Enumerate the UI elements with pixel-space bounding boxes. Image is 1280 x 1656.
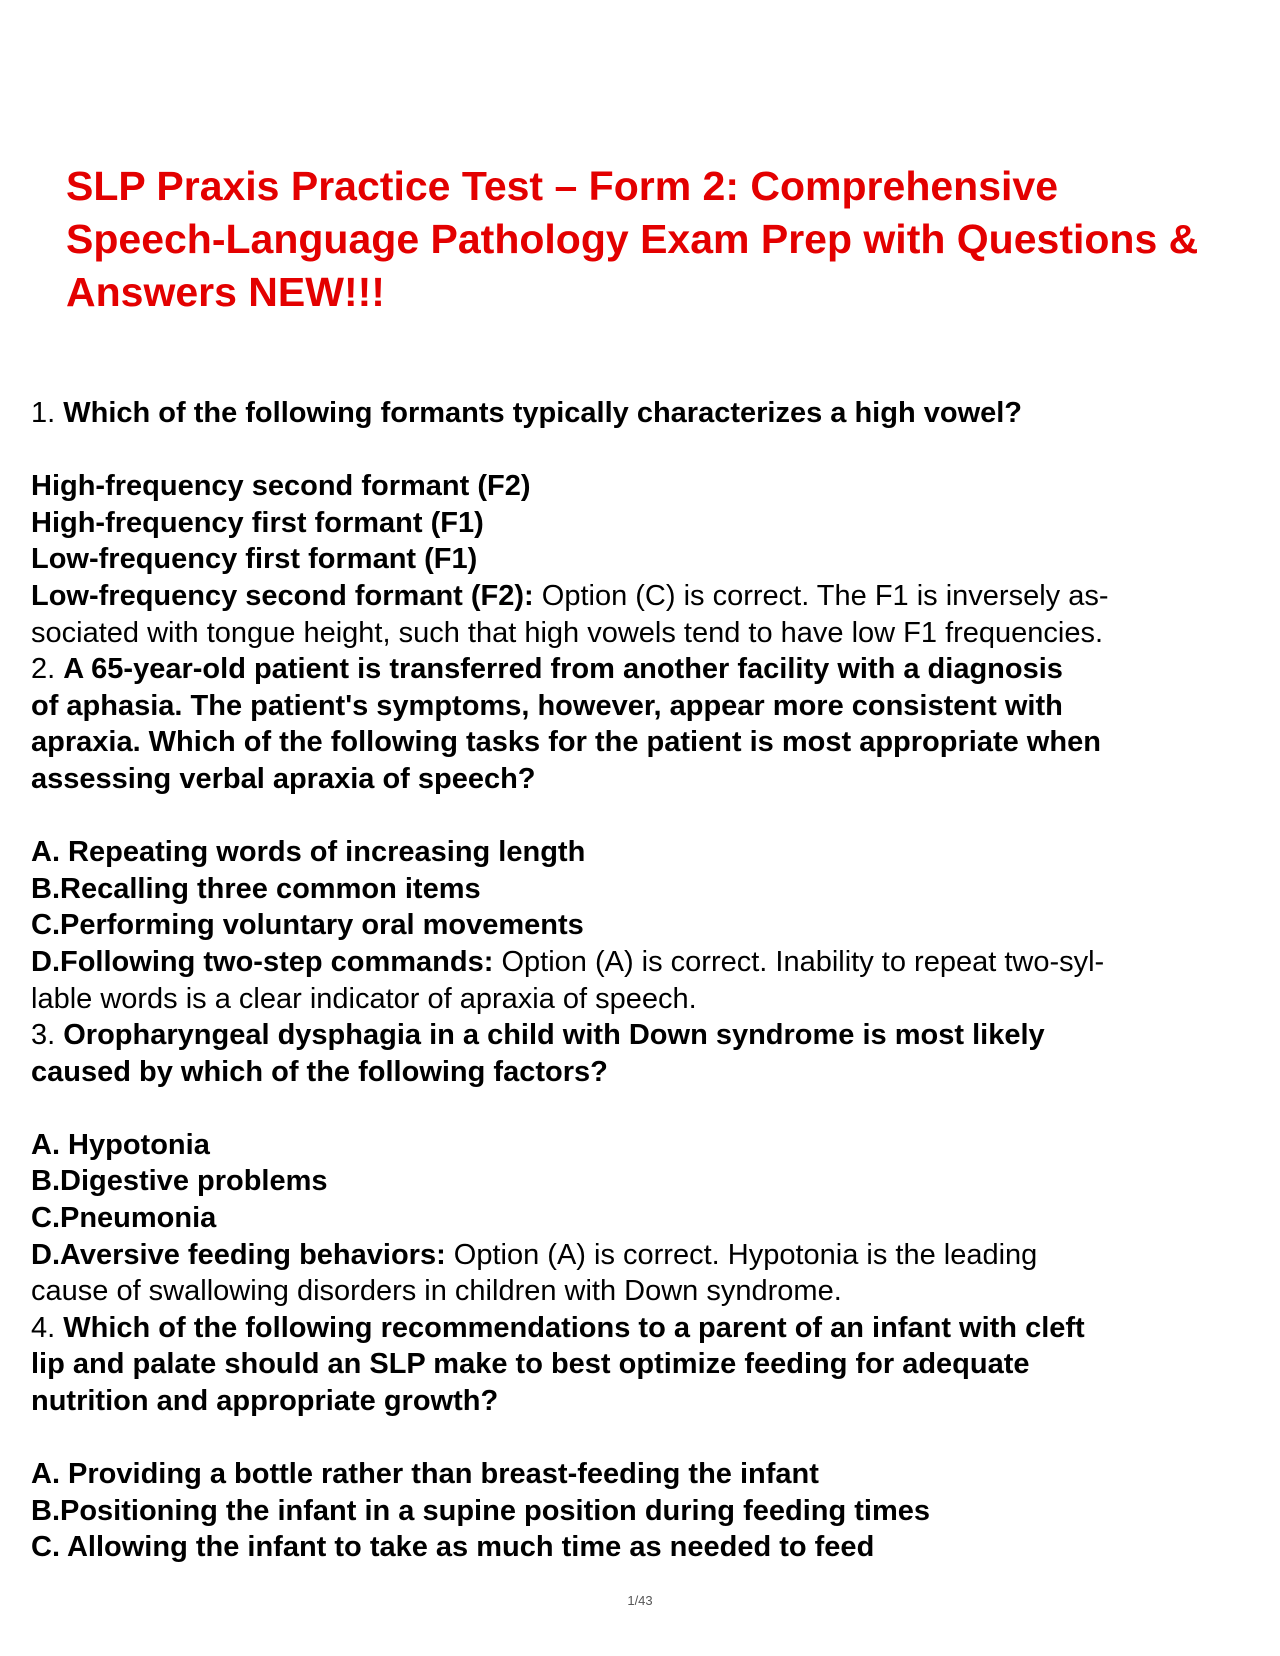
question-text: lip and palate should an SLP make to best optimize feeding for adequate: [31, 1348, 1030, 1381]
question-3: [31, 1017, 1253, 1310]
question-2: [31, 651, 1253, 1017]
answer-explanation: Option (A) is correct. Hypotonia is the leading: [445, 1238, 1038, 1271]
page-indicator: 1/43: [627, 1593, 653, 1608]
question-stem-line: [31, 1310, 1253, 1347]
answer-option: D.Following two-step commands:: [31, 945, 494, 978]
question-text: A 65-year-old patient is transferred from another facility with a diagnosis: [63, 653, 1063, 686]
answer-explanation: Option (A) is correct. Inability to repeat two-syl-: [493, 945, 1105, 978]
document-body: [31, 395, 1253, 1566]
question-text: Oropharyngeal dysphagia in a child with Down syndrome is most likely: [63, 1019, 1045, 1052]
answer-option: A. Repeating words of increasing length: [31, 836, 586, 869]
answer-option: C.Performing voluntary oral movements: [31, 909, 584, 942]
question-stem-line: [31, 1017, 1253, 1054]
question-text: of aphasia. The patient's symptoms, however, appear more consistent with: [31, 689, 1063, 722]
answer-option: A. Hypotonia: [31, 1128, 210, 1161]
question-number: 3.: [31, 1019, 56, 1052]
question-text: nutrition and appropriate growth?: [31, 1385, 499, 1418]
document-title: SLP Praxis Practice Test – Form 2: Comprehensive Speech-Language Pathology Exam Prep with Questions & Answers NEW!!!: [66, 163, 1199, 315]
answer-explanation: cause of swallowing disorders in children with Down syndrome.: [31, 1275, 842, 1308]
answer-option: B.Positioning the infant in a supine position during feeding times: [31, 1494, 930, 1527]
question-stem-line: [31, 651, 1253, 688]
question-1: [31, 395, 1253, 651]
question-text: apraxia. Which of the following tasks for the patient is most appropriate when: [31, 726, 1101, 759]
question-number: 1.: [31, 397, 56, 429]
question-4: [31, 1310, 1253, 1566]
question-text: caused by which of the following factors?: [31, 1055, 608, 1088]
answer-option: C. Allowing the infant to take as much time as needed to feed: [31, 1531, 875, 1564]
question-text: Which of the following formants typically characterizes a high vowel?: [63, 397, 1023, 429]
question-stem-line: [31, 395, 1253, 432]
answer-option: B.Digestive problems: [31, 1165, 328, 1198]
answer-option: High-frequency second formant (F2): [31, 470, 531, 503]
answer-option: A. Providing a bottle rather than breast-feeding the infant: [31, 1458, 819, 1491]
answer-explanation: Option (C) is correct. The F1 is inversely as-: [533, 579, 1109, 612]
question-text: Which of the following recommendations to a parent of an infant with cleft: [63, 1311, 1085, 1344]
answer-option: Low-frequency second formant (F2):: [31, 579, 534, 612]
question-number: 2.: [31, 653, 56, 686]
answer-option: D.Aversive feeding behaviors:: [31, 1238, 446, 1271]
answer-explanation: lable words is a clear indicator of apraxia of speech.: [31, 982, 697, 1015]
answer-option: B.Recalling three common items: [31, 872, 481, 905]
answer-option: Low-frequency first formant (F1): [31, 543, 478, 576]
answer-option: C.Pneumonia: [31, 1202, 217, 1235]
answer-explanation: sociated with tongue height, such that high vowels tend to have low F1 frequencies.: [31, 616, 1104, 649]
answer-option: High-frequency first formant (F1): [31, 506, 484, 539]
question-text: assessing verbal apraxia of speech?: [31, 762, 536, 795]
question-number: 4.: [31, 1311, 56, 1344]
